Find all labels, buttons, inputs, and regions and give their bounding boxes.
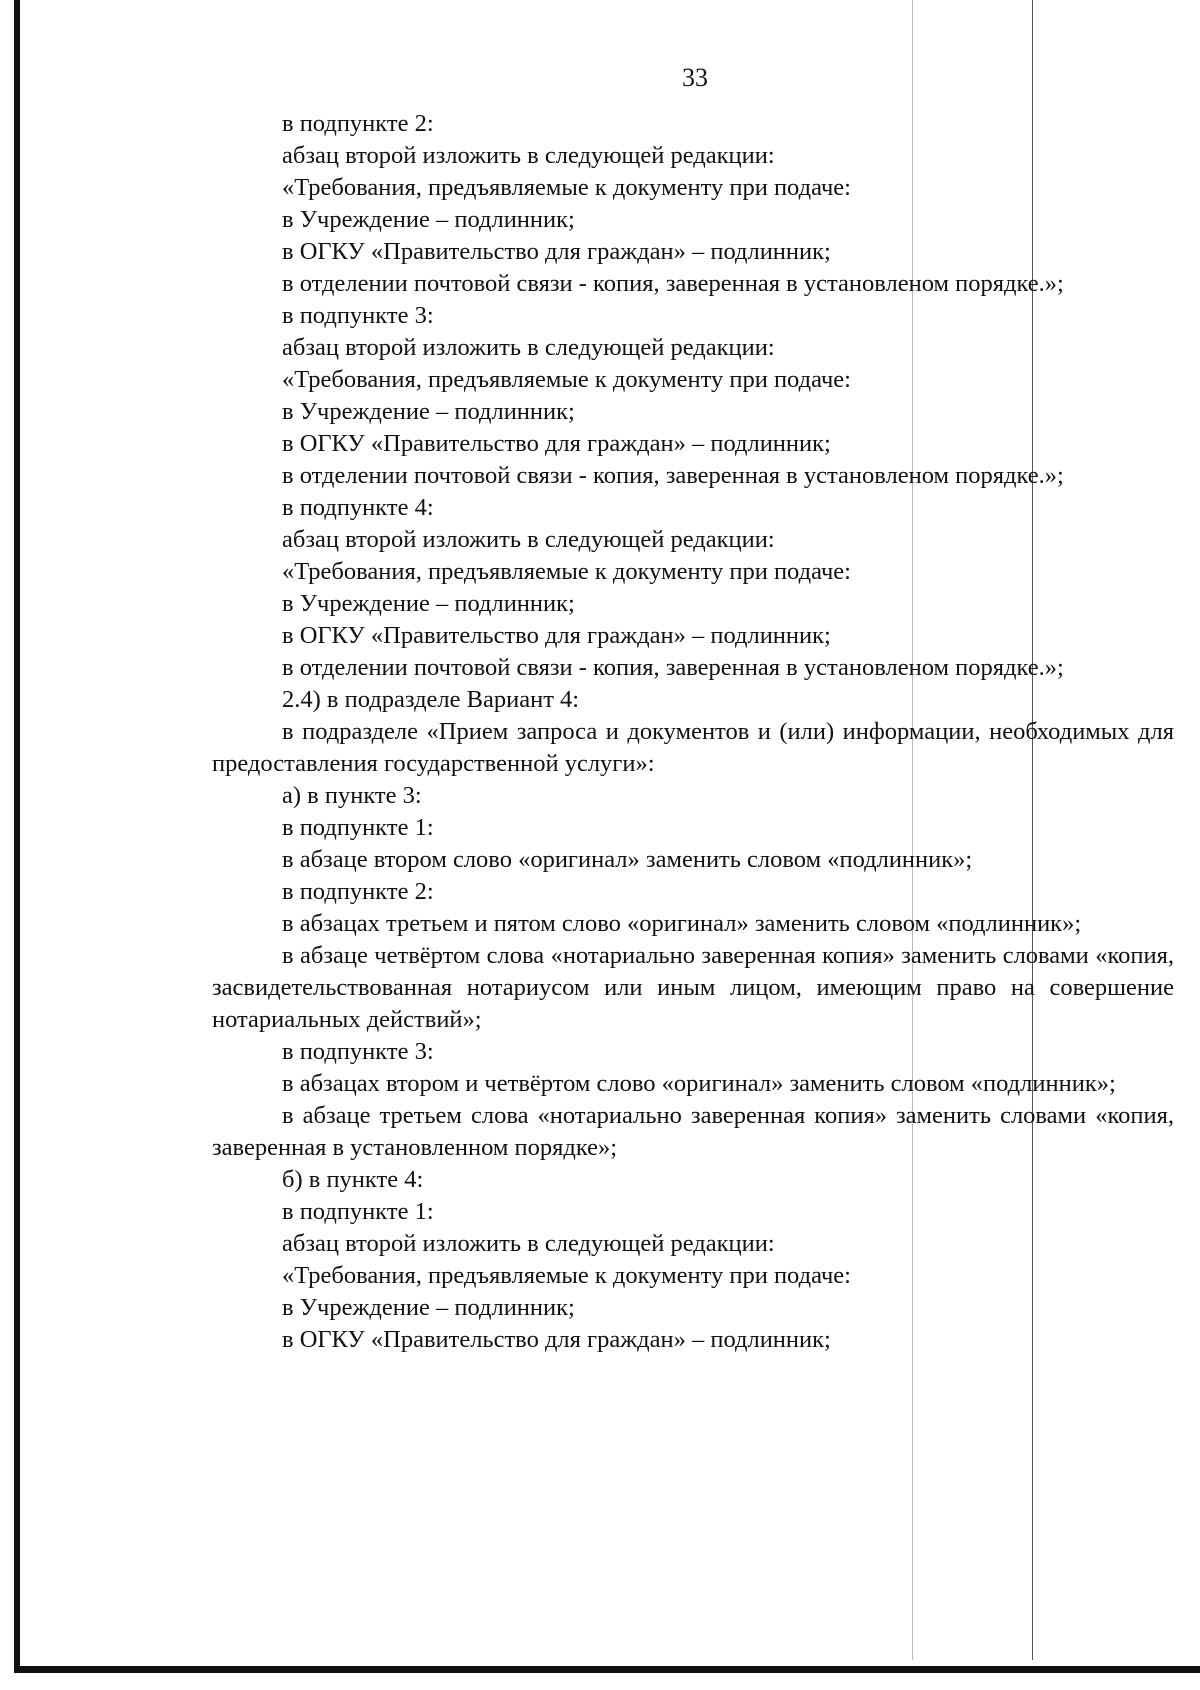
paragraph: в ОГКУ «Правительство для граждан» – подлинник; [282, 622, 831, 649]
paragraph: в подпункте 1: [282, 1198, 434, 1225]
paragraph: в отделении почтовой связи - копия, заверенная в установленом порядке.»; [282, 270, 1064, 297]
paragraph: абзац второй изложить в следующей редакции: [282, 1230, 775, 1257]
paragraph: абзац второй изложить в следующей редакции: [282, 526, 775, 553]
paragraph: б) в пункте 4: [282, 1166, 424, 1193]
paragraph: в ОГКУ «Правительство для граждан» – подлинник; [282, 1326, 831, 1353]
paragraph: в подпункте 2: [282, 878, 434, 905]
scan-border-bottom [14, 1666, 1200, 1673]
paragraph: «Требования, предъявляемые к документу при подаче: [282, 558, 851, 585]
paragraph: в абзаце третьем слова «нотариально заверенная копия» заменить словами «копия, заверенная в установленном порядке»; [212, 1102, 1174, 1161]
paragraph: «Требования, предъявляемые к документу при подаче: [282, 366, 851, 393]
paragraph: а) в пункте 3: [282, 782, 422, 809]
paragraph: в подпункте 3: [282, 1038, 434, 1065]
paragraph: «Требования, предъявляемые к документу при подаче: [282, 1262, 851, 1289]
page-number: 33 [682, 63, 708, 92]
paragraph: в Учреждение – подлинник; [282, 590, 575, 617]
paragraph: в отделении почтовой связи - копия, заверенная в установленом порядке.»; [282, 654, 1064, 681]
paragraph: в абзаце втором слово «оригинал» заменить словом «подлинник»; [282, 846, 973, 873]
paragraph: в подпункте 2: [282, 110, 434, 137]
paragraph: в абзаце четвёртом слова «нотариально заверенная копия» заменить словами «копия, засвидетельствованная нотариусом или иным лицом, имеющим право на совершение нотариальных действий»; [212, 942, 1174, 1033]
paragraph: в ОГКУ «Правительство для граждан» – подлинник; [282, 430, 831, 457]
paragraph: в отделении почтовой связи - копия, заверенная в установленом порядке.»; [282, 462, 1064, 489]
paragraph: в Учреждение – подлинник; [282, 206, 575, 233]
paragraph: в Учреждение – подлинник; [282, 398, 575, 425]
paragraph: в ОГКУ «Правительство для граждан» – подлинник; [282, 238, 831, 265]
paragraph: абзац второй изложить в следующей редакции: [282, 142, 775, 169]
paragraph: в Учреждение – подлинник; [282, 1294, 575, 1321]
paragraph: в подпункте 1: [282, 814, 434, 841]
paragraph: в абзацах третьем и пятом слово «оригинал» заменить словом «подлинник»; [282, 910, 1082, 937]
paragraph: в абзацах втором и четвёртом слово «оригинал» заменить словом «подлинник»; [282, 1070, 1116, 1097]
paragraph: в подпункте 4: [282, 494, 434, 521]
document-body [212, 108, 1174, 1356]
paragraph: «Требования, предъявляемые к документу при подаче: [282, 174, 851, 201]
paragraph: 2.4) в подразделе Вариант 4: [282, 686, 580, 713]
scan-border-left [14, 0, 20, 1672]
paragraph: абзац второй изложить в следующей редакции: [282, 334, 775, 361]
paragraph: в подразделе «Прием запроса и документов и (или) информации, необходимых для предоставления государственной услуги»: [212, 718, 1174, 777]
paragraph: в подпункте 3: [282, 302, 434, 329]
